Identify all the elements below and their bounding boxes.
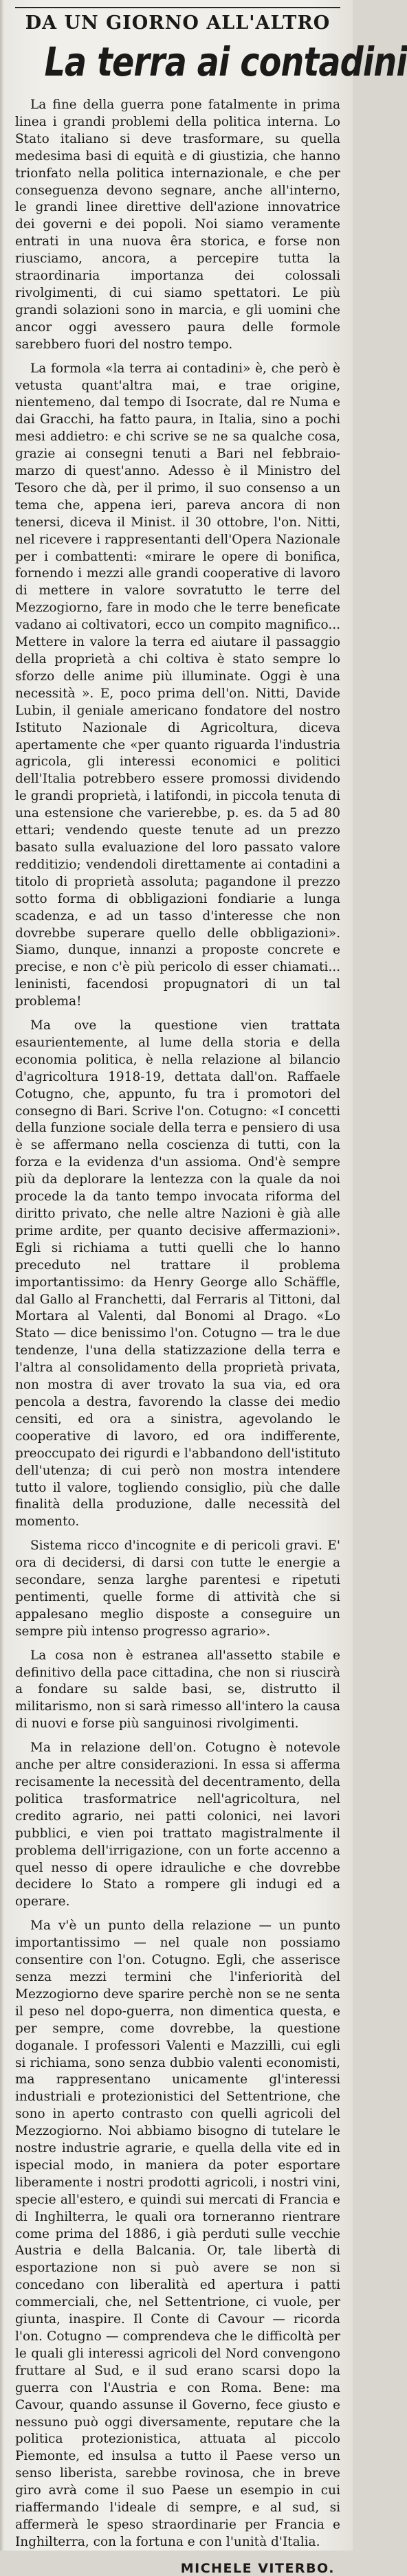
top-rule <box>15 7 340 8</box>
paragraph: Sistema ricco d'incognite e di pericoli gravi. E' ora di decidersi, di darsi con tutte le energie a secondare, senza larghe parentesi e ripetuti pentimenti, quelle forme di attività che si appalesano meglio disposte a conseguire un sempre più intenso progresso agrario». <box>15 1538 340 1639</box>
paragraph: La formola «la terra ai contadini» è, che però è vetusta quant'altra mai, e trae origine, nientemeno, dal tempo di Isocrate, dal re Numa e dai Gracchi, ha fatto paura, in Italia, sino a pochi mesi addietro: e chi scrive se ne sa qualche cosa, grazie ai consegni tenuti a Bari nel febbraio-marzo di quest'anno. Adesso è il Ministro del Tesoro che dà, per il primo, il suo consenso a un tema che, appena ieri, pareva ancora di non tenersi, diceva il Minist. il 30 ottobre, l'on. Nitti, nel ricevere i rappresentanti dell'Opera Nazionale per i combattenti: «mirare le opere di bonifica, fornendo i mezzi alle grandi cooperative di lavoro di mettere in valore sovratutto le terre del Mezzogiorno, fare in modo che le terre beneficate vadano ai coltivatori, ecco un compito magnifico... Mettere in valore la terra ed aiutare il passaggio della proprietà a chi coltiva è stato sempre lo sforzo delle anime più illuminate. Oggi è una necessità ». E, poco prima dell'on. Nitti, Davide Lubin, il geniale americano fondatore del nostro Istituto Nazionale di Agricoltura, diceva apertamente che «per quanto riguarda l'industria agricola, gli interessi economici e politici dell'Italia potrebbero essere promossi dividendo le grandi proprietà, i latifondi, in piccola tenuta di una estensione che varierebbe, p. es. da 5 ad 80 ettari; vendendo queste tenute ad un prezzo basato sulla evaluazione del loro passato valore redditizio; vendendoli direttamente ai contadini a titolo di proprietà assoluta; pagandone il prezzo sotto forma di obbligazioni fondiarie a lunga scadenza, e ad un tasso d'interesse che non dovrebbe superare quello delle obbligazioni». Siamo, dunque, innanzi a proposte concrete e precise, e non c'è più pericolo di esser chiamati... leninisti, facendosi propugnatori di un tal problema! <box>15 361 340 1009</box>
article-body <box>15 97 340 2551</box>
paragraph: Ma in relazione dell'on. Cotugno è notevole anche per altre considerazioni. In essa si afferma recisamente la necessità del decentramento, della politica trasformatrice nell'agricoltura, nel credito agrario, nei patti colonici, nei lavori pubblici, e vien poi trattato magistralmente il problema dell'irrigazione, con un forte accenno a quel nesso di opere idrauliche e che dovrebbe decidere lo Stato a rompere gli indugi ed a operare. <box>15 1740 340 1909</box>
page-fold-shadow <box>0 0 4 2551</box>
paragraph: Ma v'è un punto della relazione — un punto importantissimo — nel quale non possiamo consentire con l'on. Cotugno. Egli, che asserisce senza mezzi termini che l'inferiorità del Mezzogiorno deve sparire perchè non se ne senta il peso nel dopo-guerra, non dimentica questa, e per sempre, come dovrebbe, la questione doganale. I professori Valenti e Mazzilli, cui egli si richiama, sono senza dubbio valenti economisti, ma rappresentano unicamente gl'interessi industriali e protezionistici del Settentrione, che sono in aperto contrasto con quelli agricoli del Mezzogiorno. Noi abbiamo bisogno di tutelare le nostre industrie agrarie, e quella della vite ed in ispecial modo, in maniera da poter esportare liberamente i nostri prodotti agricoli, i nostri vini, specie all'estero, e quindi sui mercati di Francia e di Inghilterra, le quali ora torneranno rientrare come prima del 1886, i già perduti sulle vecchie Austria e della Balcania. Or, tale libertà di esportazione non si può avere se non si concedano con liberalità ed apertura i patti commerciali, che, nel Settentrione, ci vuole, per giunta, inaspire. Il Conte di Cavour — ricorda l'on. Cotugno — comprendeva che le difficoltà per le quali gli interessi agricoli del Nord convengono fruttare al Sud, e il sud erano scarsi dopo la guerra con l'Austria e con Roma. Bene: ma Cavour, quando assunse il Governo, fece giusto e nessuno può oggi diversamente, reputare che la politica protezionistica, attuata al piccolo Piemonte, ed insulsa a tutto il Paese verso un senso liberista, sarebbe rovinosa, che in breve giro avrà come il suo Paese un esempio in cui riaffermando l'ideale di sempre, e al sud, si affermerà le speso straordinarie per Francia e Inghilterra, con la fortuna e con l'unità d'Italia. <box>15 1918 340 2549</box>
paragraph: La cosa non è estranea all'assetto stabile e definitivo della pace cittadina, che non si riuscirà a fondare su salde basi, se, distrutto il militarismo, non si sarà rimesso all'intero la causa di nuovi e forse più sanguinosi rivolgimenti. <box>15 1648 340 1732</box>
author-signature: MICHELE VITERBO. <box>180 2560 335 2576</box>
article-headline: La terra ai contadini <box>44 38 407 85</box>
paragraph: La fine della guerra pone fatalmente in prima linea i grandi problemi della politica interna. Lo Stato italiano si deve trasformare, su quella medesima basi di equità e di giustizia, che hanno trionfato nella politica internazionale, e che per conseguenza devono segnare, anche all'interno, le grandi linee direttive dell'azione innovatrice dei governi e dei popoli. Noi siamo veramente entrati in una nuova êra storica, e forse non riusciamo, ancora, a percepire tutta la straordinaria importanza dei colossali rivolgimenti, di cui siamo spettatori. Le più grandi solazioni sono in marcia, e gli uomini che ancor oggi avessero paura delle formole sarebbero fuori del nostro tempo. <box>15 98 340 352</box>
paragraph: Ma ove la questione vien trattata esaurientemente, al lume della storia e della economia politica, è nella relazione al bilancio d'agricoltura 1918-19, dettata dall'on. Raffaele Cotugno, che, appunto, fu tra i promotori del consegno di Bari. Scrive l'on. Cotugno: «I concetti della funzione sociale della terra e pensiero di usa è se affermano nella coscienza di tutti, con la forza e la evidenza d'un assioma. Ond'è sempre più da deplorare la lentezza con la quale da noi procede la da tanto tempo invocata riforma del diritto privato, che nelle altre Nazioni è già alle prime ardite, per quanto decisive affermazioni». Egli si richiama a tutti quelli che lo hanno preceduto nel trattare il problema importantissimo: da Henry George allo Schäffle, dal Gallo al Franchetti, dal Ferraris al Tittoni, dal Mortara al Valenti, dal Bonomi al Drago. «Lo Stato — dice benissimo l'on. Cotugno — tra le due tendenze, l'una della statizzazione della terra e l'altra al consolidamento della proprietà privata, non mostra di aver trovato la sua via, ed ora pencola a destra, favorendo la classe dei medio censiti, ed ora a sinistra, agevolando le cooperative di lavoro, ed ora indifferente, preoccupato dei rigurdi e l'abbandono dell'istituto dell'utenza; di cui però non mostra intendere tutto il valore, togliendo consiglio, più che dalle finalità della produzione, dalle necessità del momento. <box>15 1018 340 1530</box>
section-kicker: DA UN GIORNO ALL'ALTRO <box>25 12 331 34</box>
